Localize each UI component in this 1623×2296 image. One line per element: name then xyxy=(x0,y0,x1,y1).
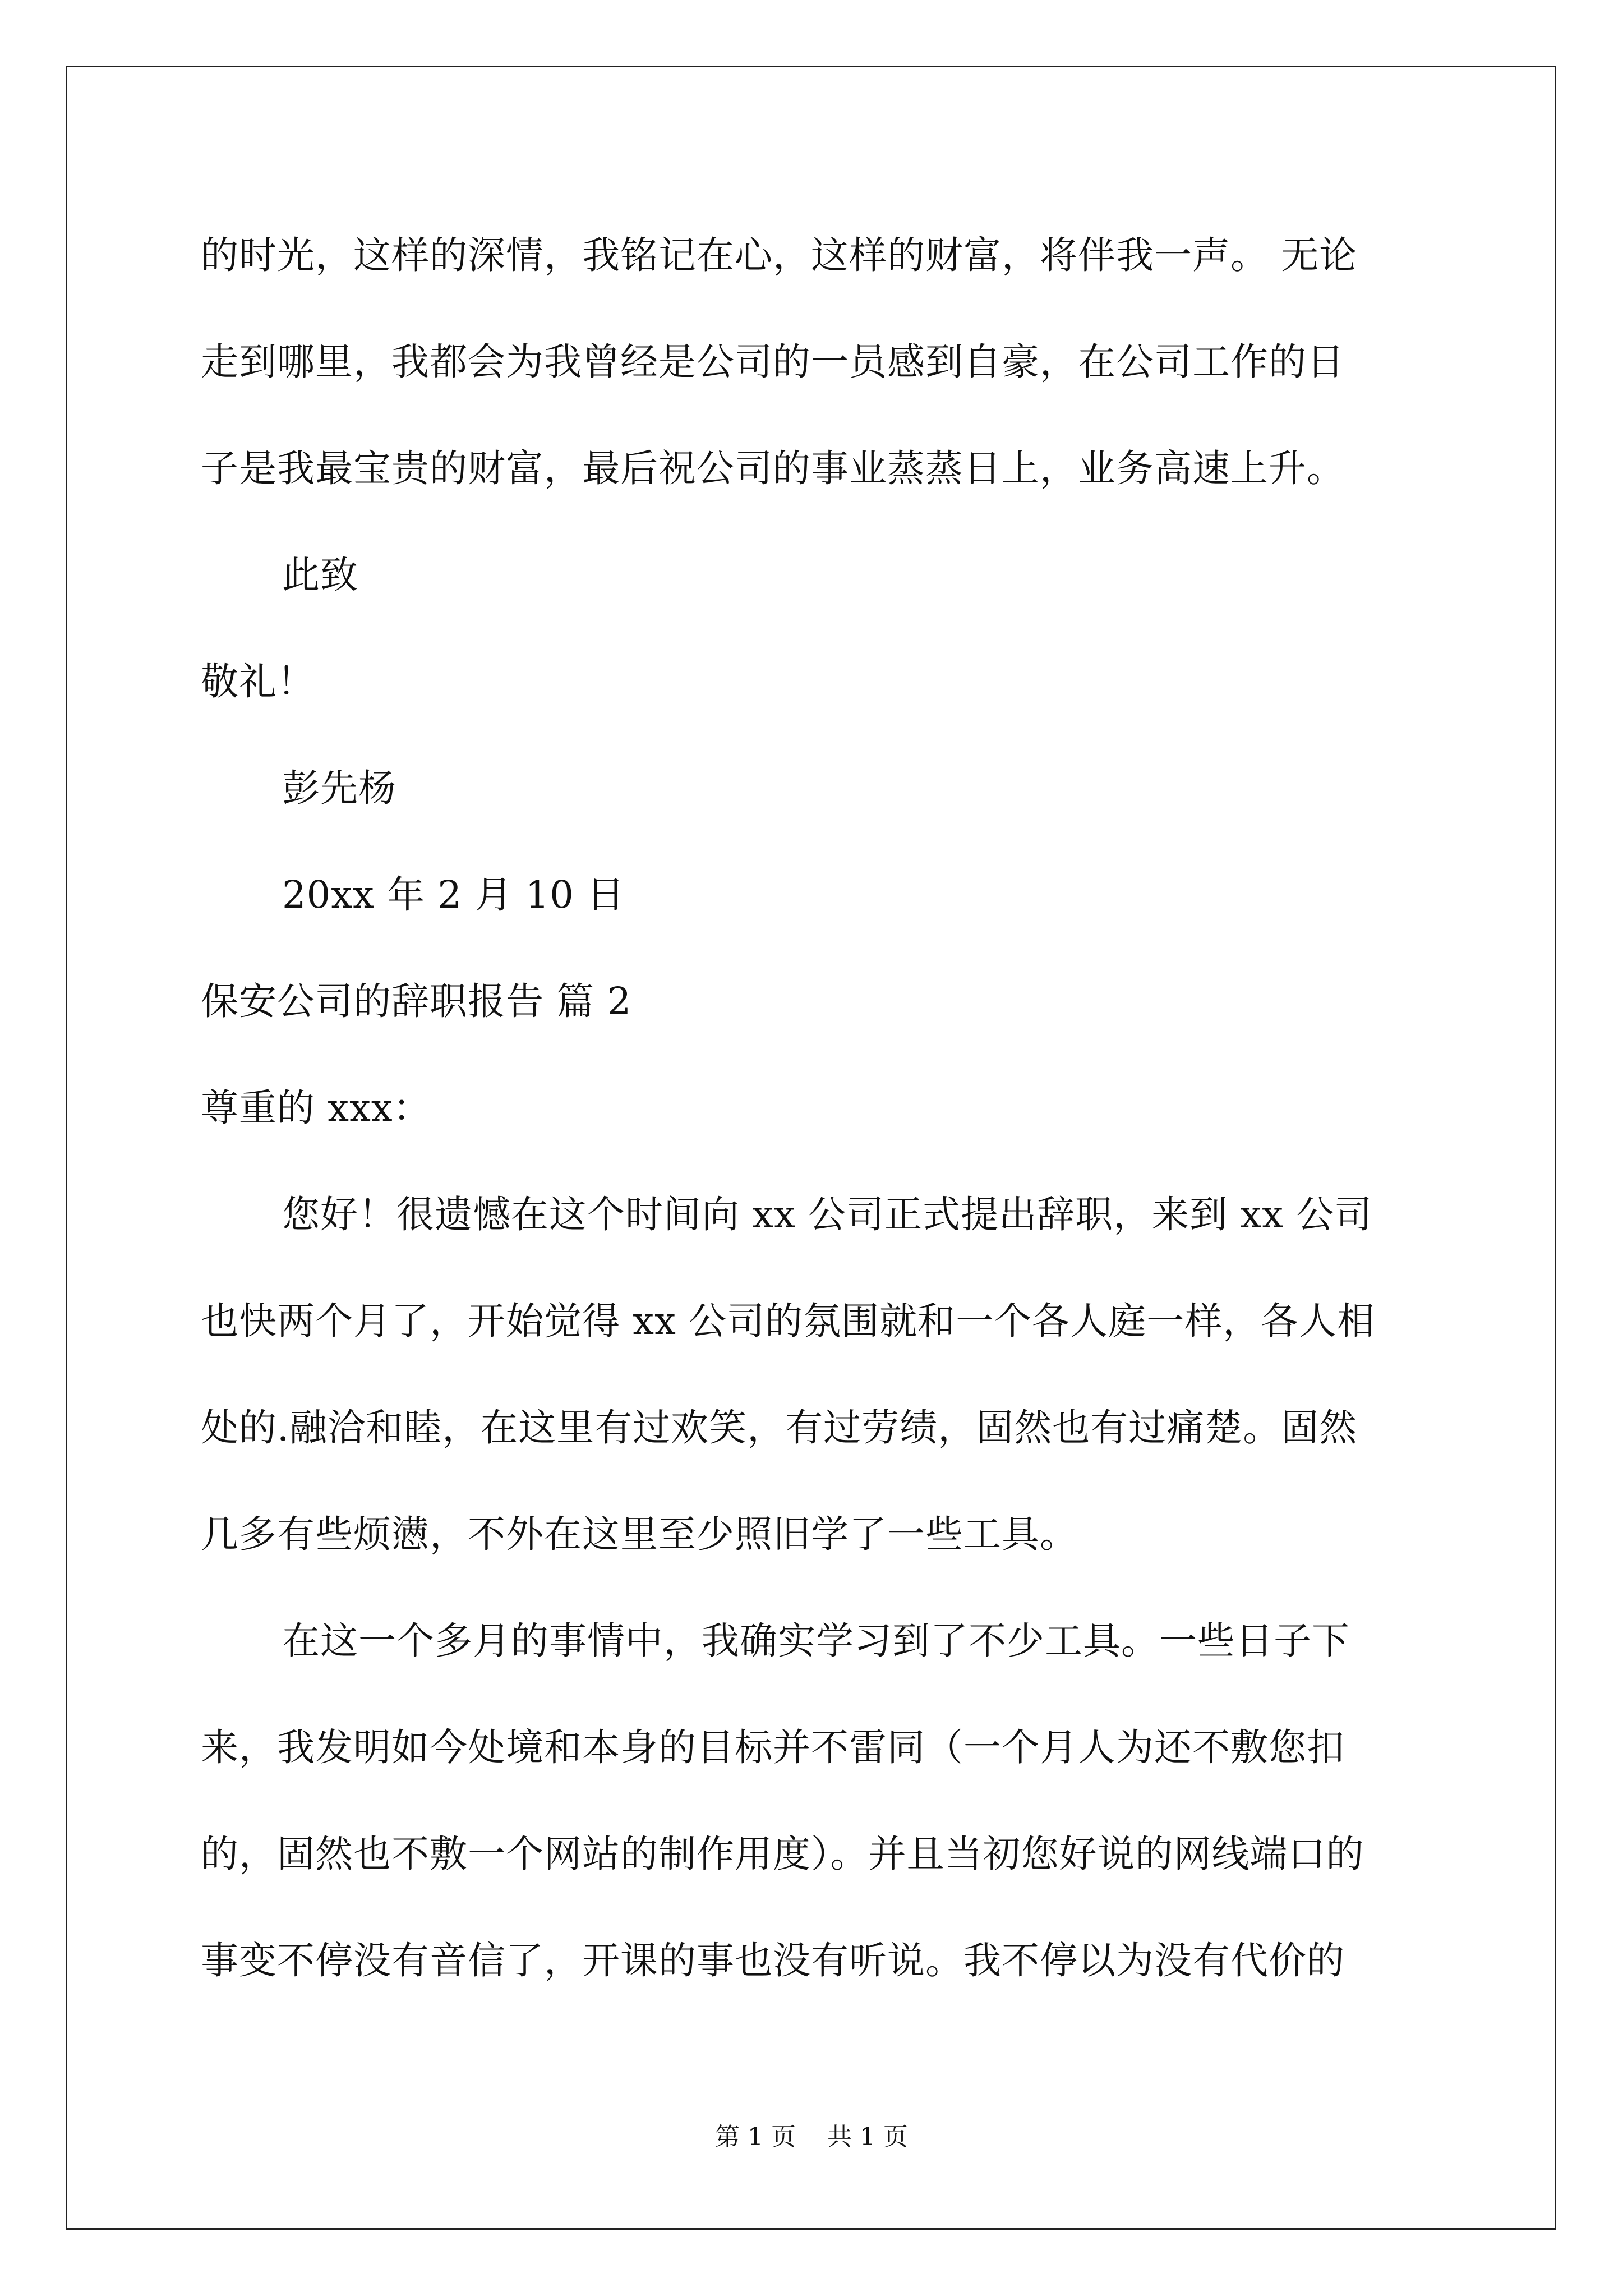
text-line: 也快两个月了，开始觉得 xx 公司的氛围就和一个各人庭一样，各人相 xyxy=(201,1299,1376,1343)
text-line: 来，我发明如今处境和本身的目标并不雷同（一个月人为还不敷您扣 xyxy=(201,1726,1345,1769)
text-line: 事变不停没有音信了，开课的事也没有听说。我不停以为没有代价的 xyxy=(201,1939,1345,1982)
text-line: 在这一个多月的事情中，我确实学习到了不少工具。一些日子下 xyxy=(282,1619,1350,1663)
section-heading: 保安公司的辞职报告 篇 2 xyxy=(201,979,632,1023)
salutation-line: 此致 xyxy=(282,553,358,597)
text-line: 您好！很遗憾在这个时间向 xx 公司正式提出辞职，来到 xx 公司 xyxy=(282,1193,1373,1236)
text-line: 的时光，这样的深情，我铭记在心，这样的财富，将伴我一声。 无论 xyxy=(201,233,1358,277)
document-body xyxy=(201,222,1435,2033)
page-footer: 第 1 页 共 1 页 xyxy=(715,2123,908,2151)
addressee-line: 尊重的 xxx： xyxy=(201,1086,431,1130)
text-line: 处的.融洽和睦，在这里有过欢笑，有过劳绩，固然也有过痛楚。固然 xyxy=(201,1406,1358,1450)
salutation-line: 敬礼！ xyxy=(201,660,315,703)
signature-name: 彭先杨 xyxy=(282,766,396,810)
text-line: 几多有些烦懑，不外在这里至少照旧学了一些工具。 xyxy=(201,1512,1078,1556)
text-line: 子是我最宝贵的财富，最后祝公司的事业蒸蒸日上，业务高速上升。 xyxy=(201,447,1345,490)
text-line: 走到哪里，我都会为我曾经是公司的一员感到自豪，在公司工作的日 xyxy=(201,340,1345,384)
signature-date: 20xx 年 2 月 10 日 xyxy=(282,873,625,917)
text-line: 的，固然也不敷一个网站的制作用度）。并且当初您好说的网线端口的 xyxy=(201,1832,1364,1876)
